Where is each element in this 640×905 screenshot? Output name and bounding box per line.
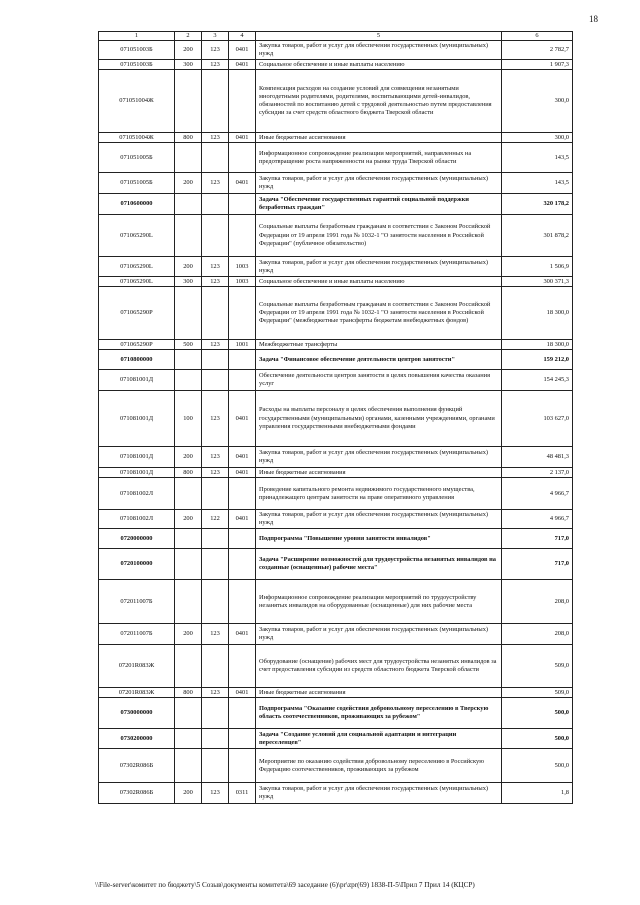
row-description-cell: Социальное обеспечение и иные выплаты населению [256, 60, 502, 70]
table-row [99, 478, 573, 510]
row-description-cell: Социальное обеспечение и иные выплаты населению [256, 277, 502, 287]
row-code-cell: 071051005Б [99, 173, 175, 194]
table-row [99, 729, 573, 749]
row-description-cell: Задача "Обеспечение государственных гарантий социальной поддержки безработных граждан" [256, 194, 502, 215]
row-amount-cell: 500,0 [502, 749, 573, 783]
row-amount-cell: 1 907,3 [502, 60, 573, 70]
row-col2-cell [175, 478, 202, 510]
row-amount-cell: 18 300,0 [502, 287, 573, 340]
row-col4-cell: 0401 [229, 510, 256, 529]
row-description-cell: Мероприятие по оказанию содействия добровольному переселению в Российскую Федерацию соотечественников, проживающих за рубежом [256, 749, 502, 783]
row-col4-cell [229, 215, 256, 257]
row-amount-cell: 2 782,7 [502, 41, 573, 60]
row-col2-cell [175, 194, 202, 215]
row-col2-cell: 300 [175, 60, 202, 70]
row-col4-cell: 0401 [229, 447, 256, 468]
row-amount-cell: 1,8 [502, 783, 573, 804]
row-col4-cell [229, 287, 256, 340]
table-row [99, 143, 573, 173]
row-code-cell: 071065290L [99, 215, 175, 257]
table-row [99, 624, 573, 645]
row-col3-cell [202, 549, 229, 580]
row-code-cell: 071051003Б [99, 60, 175, 70]
row-description-cell: Компенсация расходов на создание условий для совмещения незанятыми многодетными родителями, родителями, воспитывающими детей-инвалидов, обязанностей по воспитанию детей с трудовой деятельностью путем предоставления субсидии за счет средств областного бюджета Тверской области [256, 70, 502, 133]
row-amount-cell: 154 245,3 [502, 370, 573, 391]
row-col2-cell: 200 [175, 173, 202, 194]
row-col4-cell [229, 478, 256, 510]
row-code-cell: 071051004Ж [99, 133, 175, 143]
column-header: 3 [202, 32, 229, 41]
row-col3-cell [202, 645, 229, 688]
row-col2-cell [175, 580, 202, 624]
row-code-cell: 071065290L [99, 277, 175, 287]
row-col3-cell [202, 580, 229, 624]
row-col4-cell: 0401 [229, 173, 256, 194]
table-row [99, 133, 573, 143]
row-code-cell: 0730000000 [99, 698, 175, 729]
table-row [99, 549, 573, 580]
row-code-cell: 071081001Д [99, 447, 175, 468]
table-row [99, 277, 573, 287]
row-code-cell: 071081002Л [99, 478, 175, 510]
row-description-cell: Закупка товаров, работ и услуг для обеспечения государственных (муниципальных) нужд [256, 783, 502, 804]
row-col2-cell [175, 215, 202, 257]
row-col3-cell: 123 [202, 468, 229, 478]
row-description-cell: Закупка товаров, работ и услуг для обеспечения государственных (муниципальных) нужд [256, 447, 502, 468]
row-col2-cell [175, 549, 202, 580]
row-description-cell: Информационное сопровождение реализации мероприятий по трудоустройству незанятых инвалидов на оборудованные (оснащенные) для них рабочие места [256, 580, 502, 624]
row-col2-cell [175, 350, 202, 370]
row-col4-cell [229, 749, 256, 783]
table-row [99, 370, 573, 391]
row-code-cell: 071081001Д [99, 391, 175, 447]
row-col2-cell [175, 143, 202, 173]
row-description-cell: Закупка товаров, работ и услуг для обеспечения государственных (муниципальных) нужд [256, 624, 502, 645]
row-amount-cell: 1 506,9 [502, 257, 573, 277]
row-col3-cell: 123 [202, 624, 229, 645]
table-row [99, 447, 573, 468]
row-col2-cell [175, 287, 202, 340]
column-header: 2 [175, 32, 202, 41]
row-col4-cell: 0401 [229, 391, 256, 447]
row-description-cell: Задача "Финансовое обеспечение деятельности центров занятости" [256, 350, 502, 370]
row-col4-cell: 0311 [229, 783, 256, 804]
row-code-cell: 071081001Д [99, 468, 175, 478]
row-col4-cell [229, 645, 256, 688]
row-description-cell: Закупка товаров, работ и услуг для обеспечения государственных (муниципальных) нужд [256, 173, 502, 194]
row-col3-cell [202, 70, 229, 133]
row-code-cell: 072011007Б [99, 580, 175, 624]
row-col2-cell: 800 [175, 468, 202, 478]
row-description-cell: Расходы на выплаты персоналу в целях обеспечения выполнения функций государственными (муниципальными) органами, казенными учреждениями, органами управления государственными внебюджетными фондами [256, 391, 502, 447]
table-row [99, 645, 573, 688]
column-header: 6 [502, 32, 573, 41]
row-description-cell: Подпрограмма "Оказание содействия добровольному переселению в Тверскую область соотечественников, проживающих за рубежом" [256, 698, 502, 729]
table-row [99, 688, 573, 698]
page-number: 18 [589, 14, 598, 24]
file-path-footer: \\File-server\комитет по бюджету\5 Созыв\документы комитета\69 заседание (6)\pr\zpr(69) 1838-П-5\Прил 7 Прил 14 (КЦСР) [95, 881, 475, 889]
row-code-cell: 071065290Р [99, 340, 175, 350]
row-amount-cell: 717,0 [502, 529, 573, 549]
row-col2-cell [175, 645, 202, 688]
row-col4-cell: 1003 [229, 277, 256, 287]
row-col3-cell [202, 350, 229, 370]
row-code-cell: 071051003Б [99, 41, 175, 60]
header-row [99, 32, 573, 41]
table-row [99, 783, 573, 804]
row-amount-cell: 717,0 [502, 549, 573, 580]
row-code-cell: 07201R083Ж [99, 688, 175, 698]
row-col2-cell: 200 [175, 510, 202, 529]
row-amount-cell: 300,0 [502, 70, 573, 133]
row-code-cell: 071051004Ж [99, 70, 175, 133]
table-row [99, 749, 573, 783]
row-col3-cell [202, 215, 229, 257]
row-col4-cell [229, 70, 256, 133]
row-col4-cell [229, 580, 256, 624]
row-description-cell: Информационное сопровождение реализации мероприятий, направленных на предотвращение роста напряженности на рынке труда Тверской области [256, 143, 502, 173]
row-col2-cell: 200 [175, 41, 202, 60]
row-col3-cell: 123 [202, 41, 229, 60]
row-col3-cell: 123 [202, 391, 229, 447]
row-amount-cell: 143,5 [502, 143, 573, 173]
table-row [99, 194, 573, 215]
row-col2-cell [175, 749, 202, 783]
row-col4-cell [229, 143, 256, 173]
row-col3-cell [202, 698, 229, 729]
row-col4-cell [229, 370, 256, 391]
row-description-cell: Задача "Создание условий для социальной адаптации и интеграции переселенцев" [256, 729, 502, 749]
row-amount-cell: 509,0 [502, 645, 573, 688]
row-code-cell: 071065290L [99, 257, 175, 277]
row-col3-cell: 123 [202, 277, 229, 287]
row-amount-cell: 208,0 [502, 624, 573, 645]
row-col2-cell [175, 370, 202, 391]
row-description-cell: Закупка товаров, работ и услуг для обеспечения государственных (муниципальных) нужд [256, 510, 502, 529]
row-description-cell: Проведение капитального ремонта недвижимого государственного имущества, принадлежащего центрам занятости на праве оперативного управления [256, 478, 502, 510]
row-col4-cell: 0401 [229, 60, 256, 70]
row-amount-cell: 4 966,7 [502, 478, 573, 510]
row-amount-cell: 300,0 [502, 133, 573, 143]
row-amount-cell: 48 481,3 [502, 447, 573, 468]
row-description-cell: Социальные выплаты безработным гражданам в соответствии с Законом Российской Федерации от 19 апреля 1991 года № 1032-1 "О занятости населения в Российской Федерации" (публичное обязательство) [256, 215, 502, 257]
row-amount-cell: 18 300,0 [502, 340, 573, 350]
row-col4-cell: 0401 [229, 624, 256, 645]
table-row [99, 257, 573, 277]
table-row [99, 173, 573, 194]
row-col3-cell: 123 [202, 447, 229, 468]
row-col4-cell [229, 350, 256, 370]
row-col3-cell [202, 478, 229, 510]
row-col2-cell: 200 [175, 257, 202, 277]
row-col3-cell [202, 143, 229, 173]
row-col2-cell: 200 [175, 624, 202, 645]
table-row [99, 529, 573, 549]
row-col4-cell [229, 529, 256, 549]
row-col3-cell: 123 [202, 340, 229, 350]
row-description-cell: Оборудование (оснащение) рабочих мест для трудоустройства незанятых инвалидов за счет предоставления субсидии из средств областного бюджета Тверской области [256, 645, 502, 688]
row-amount-cell: 301 878,2 [502, 215, 573, 257]
row-code-cell: 071051005Б [99, 143, 175, 173]
table-row [99, 60, 573, 70]
row-col2-cell: 800 [175, 133, 202, 143]
table-row [99, 41, 573, 60]
row-amount-cell: 500,0 [502, 698, 573, 729]
row-col2-cell: 500 [175, 340, 202, 350]
row-amount-cell: 143,5 [502, 173, 573, 194]
row-col3-cell: 123 [202, 60, 229, 70]
table-row [99, 698, 573, 729]
row-col2-cell [175, 529, 202, 549]
row-description-cell: Обеспечение деятельности центров занятости в целях повышения качества оказания услуг [256, 370, 502, 391]
row-amount-cell: 300 371,3 [502, 277, 573, 287]
row-col4-cell [229, 194, 256, 215]
row-col2-cell: 300 [175, 277, 202, 287]
table-row [99, 580, 573, 624]
row-col4-cell: 0401 [229, 468, 256, 478]
row-col3-cell [202, 370, 229, 391]
table-row [99, 215, 573, 257]
row-code-cell: 071081001Д [99, 370, 175, 391]
row-code-cell: 071081002Л [99, 510, 175, 529]
row-col3-cell: 123 [202, 688, 229, 698]
row-amount-cell: 320 178,2 [502, 194, 573, 215]
row-col4-cell: 1003 [229, 257, 256, 277]
row-description-cell: Закупка товаров, работ и услуг для обеспечения государственных (муниципальных) нужд [256, 257, 502, 277]
row-col2-cell: 100 [175, 391, 202, 447]
row-col3-cell: 123 [202, 173, 229, 194]
row-amount-cell: 103 627,0 [502, 391, 573, 447]
row-description-cell: Подпрограмма "Повышение уровня занятости инвалидов" [256, 529, 502, 549]
row-code-cell: 0730200000 [99, 729, 175, 749]
row-amount-cell: 4 966,7 [502, 510, 573, 529]
table-row [99, 287, 573, 340]
table-body [99, 41, 573, 804]
row-amount-cell: 509,0 [502, 688, 573, 698]
row-code-cell: 0720100000 [99, 549, 175, 580]
row-code-cell: 071065290Р [99, 287, 175, 340]
row-col2-cell: 800 [175, 688, 202, 698]
row-col4-cell [229, 549, 256, 580]
table-row [99, 340, 573, 350]
row-col2-cell: 200 [175, 447, 202, 468]
budget-table [98, 31, 573, 804]
row-amount-cell: 2 137,0 [502, 468, 573, 478]
row-code-cell: 072011007Б [99, 624, 175, 645]
row-col4-cell: 0401 [229, 133, 256, 143]
row-col4-cell: 0401 [229, 688, 256, 698]
row-col3-cell [202, 729, 229, 749]
row-col4-cell [229, 729, 256, 749]
row-col3-cell: 122 [202, 510, 229, 529]
row-description-cell: Иные бюджетные ассигнования [256, 468, 502, 478]
row-col2-cell: 200 [175, 783, 202, 804]
row-description-cell: Межбюджетные трансферты [256, 340, 502, 350]
row-col3-cell [202, 529, 229, 549]
table-row [99, 468, 573, 478]
row-code-cell: 0720000000 [99, 529, 175, 549]
row-col3-cell: 123 [202, 133, 229, 143]
row-col4-cell [229, 698, 256, 729]
row-code-cell: 07302R086Б [99, 749, 175, 783]
row-col2-cell [175, 729, 202, 749]
table-row [99, 510, 573, 529]
row-description-cell: Закупка товаров, работ и услуг для обеспечения государственных (муниципальных) нужд [256, 41, 502, 60]
row-col4-cell: 0401 [229, 41, 256, 60]
row-col3-cell: 123 [202, 783, 229, 804]
row-code-cell: 07302R086Б [99, 783, 175, 804]
row-description-cell: Иные бюджетные ассигнования [256, 688, 502, 698]
row-col3-cell [202, 287, 229, 340]
table-row [99, 391, 573, 447]
row-amount-cell: 208,0 [502, 580, 573, 624]
row-code-cell: 0710800000 [99, 350, 175, 370]
column-header: 5 [256, 32, 502, 41]
row-col2-cell [175, 70, 202, 133]
row-col3-cell: 123 [202, 257, 229, 277]
row-description-cell: Иные бюджетные ассигнования [256, 133, 502, 143]
row-description-cell: Задача "Расширение возможностей для трудоустройства незанятых инвалидов на созданные (оснащенные) рабочие места" [256, 549, 502, 580]
row-description-cell: Социальные выплаты безработным гражданам в соответствии с Законом Российской Федерации от 19 апреля 1991 года № 1032-1 "О занятости населения в Российской Федерации" (межбюджетные трансферты бюджетам внебюджетных фондов) [256, 287, 502, 340]
column-header: 1 [99, 32, 175, 41]
row-code-cell: 07201R083Ж [99, 645, 175, 688]
table-row [99, 350, 573, 370]
row-col3-cell [202, 194, 229, 215]
table-row [99, 70, 573, 133]
row-amount-cell: 159 212,0 [502, 350, 573, 370]
row-code-cell: 0710600000 [99, 194, 175, 215]
column-header: 4 [229, 32, 256, 41]
row-col2-cell [175, 698, 202, 729]
row-col4-cell: 1001 [229, 340, 256, 350]
row-amount-cell: 500,0 [502, 729, 573, 749]
row-col3-cell [202, 749, 229, 783]
